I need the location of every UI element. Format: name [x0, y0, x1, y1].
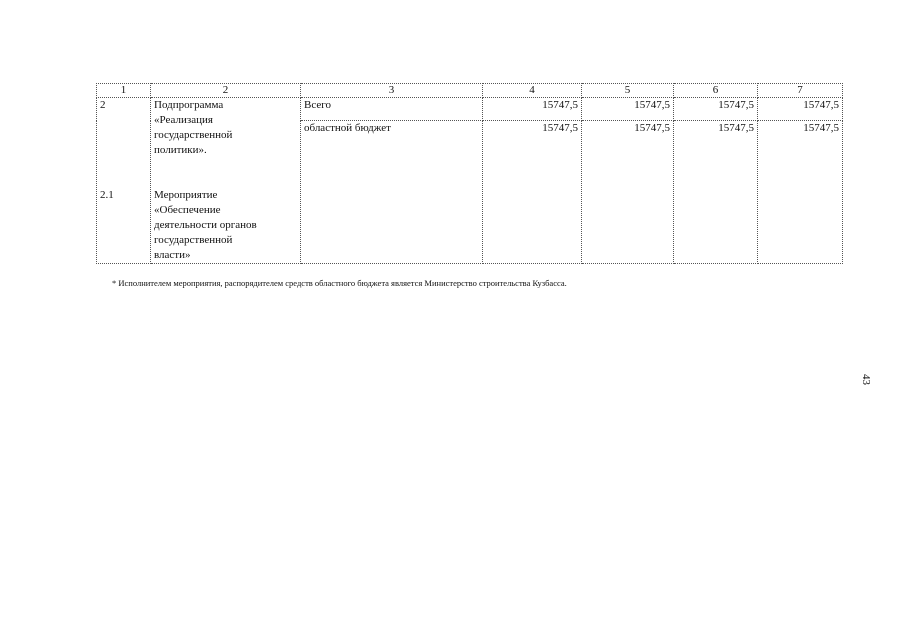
- page-number: 43: [860, 374, 872, 385]
- value-cell: 15747,5: [758, 121, 843, 264]
- row-number: 2.1: [100, 189, 114, 201]
- program-name-line: Мероприятие: [154, 189, 218, 201]
- value-cell: 15747,5: [674, 121, 758, 264]
- value-cell: 15747,5: [582, 121, 674, 264]
- value-cell: 15747,5: [758, 98, 843, 121]
- program-name-line: «Реализация: [154, 114, 213, 126]
- program-name-line: деятельности органов: [154, 219, 257, 231]
- table-header-row: [97, 84, 843, 98]
- footnote: * Исполнителем мероприятия, распорядителем средств областного бюджета является Министерство строительства Кузбасса.: [112, 278, 567, 288]
- column-header: 6: [674, 84, 758, 98]
- program-name-line: [154, 158, 297, 188]
- value-cell: 15747,5: [674, 98, 758, 121]
- program-table: [96, 83, 843, 264]
- column-header: 4: [483, 84, 582, 98]
- program-name-cell: [151, 98, 301, 264]
- row-number-cell: [97, 98, 151, 264]
- column-header: 7: [758, 84, 843, 98]
- column-header: 3: [301, 84, 483, 98]
- table-row: [97, 98, 843, 121]
- value-cell: 15747,5: [483, 98, 582, 121]
- program-name-line: политики».: [154, 144, 207, 156]
- funding-source-cell: Всего: [301, 98, 483, 121]
- column-header: 5: [582, 84, 674, 98]
- column-header: 2: [151, 84, 301, 98]
- program-name-line: государственной: [154, 234, 233, 246]
- value-cell: 15747,5: [483, 121, 582, 264]
- row-number: 2: [100, 99, 106, 111]
- program-name-line: государственной: [154, 129, 233, 141]
- program-name-line: власти»: [154, 249, 191, 261]
- value-cell: 15747,5: [582, 98, 674, 121]
- column-header: 1: [97, 84, 151, 98]
- funding-source-cell: областной бюджет: [301, 121, 483, 264]
- program-name-line: Подпрограмма: [154, 99, 224, 111]
- program-name-line: «Обеспечение: [154, 204, 221, 216]
